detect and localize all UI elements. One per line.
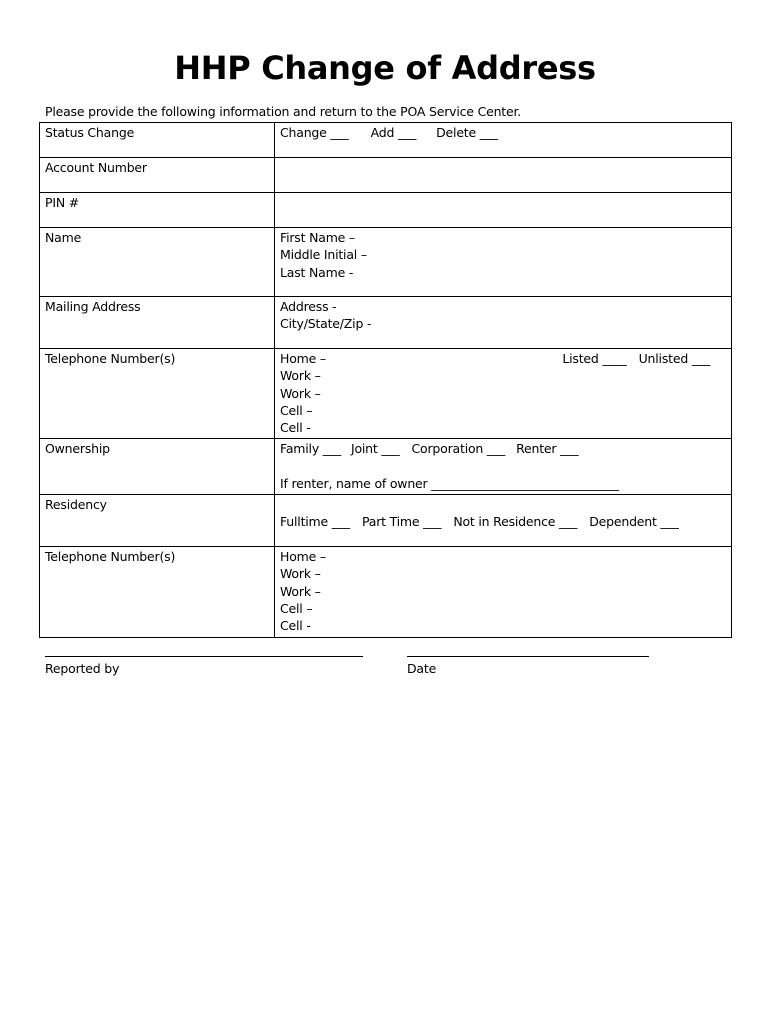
instructions-text: Please provide the following information and return to the POA Service Center. [45, 104, 522, 119]
residency-options-line [280, 513, 726, 530]
table-row [40, 547, 732, 637]
home-phone-label: Home – [280, 351, 326, 366]
date-signature-line[interactable] [407, 656, 649, 657]
telephone-numbers-field[interactable] [275, 547, 732, 637]
name-field[interactable] [275, 228, 732, 297]
reported-by-signature-line[interactable] [45, 656, 363, 657]
status-delete-option[interactable]: Delete ___ [436, 125, 498, 140]
cell-phone-line: Cell – [280, 600, 313, 616]
table-row [40, 228, 732, 297]
work-phone-line: Work – [280, 368, 321, 384]
address-line: Address - [280, 299, 337, 314]
telephone-numbers-field[interactable] [275, 349, 732, 439]
name-label: Name [40, 228, 275, 297]
table-row [40, 123, 732, 158]
listed-option[interactable]: Listed ____ [562, 351, 627, 366]
mailing-address-field[interactable] [275, 297, 732, 349]
renter-option[interactable]: Renter ___ [516, 441, 579, 457]
telephone-numbers-label: Telephone Number(s) [40, 349, 275, 439]
table-row [40, 495, 732, 547]
cell-phone-line: Cell – [280, 402, 313, 418]
account-number-label: Account Number [40, 158, 275, 193]
status-change-option[interactable]: Change ___ [280, 125, 349, 140]
home-phone-line [280, 350, 726, 367]
status-change-label: Status Change [40, 123, 275, 158]
work-phone-line: Work – [280, 385, 321, 401]
owner-name-line[interactable]: If renter, name of owner _______________________________ [280, 475, 619, 491]
pin-field[interactable] [275, 193, 732, 228]
ownership-options-line [280, 440, 726, 457]
date-label: Date [407, 661, 437, 676]
telephone-numbers-label: Telephone Number(s) [40, 547, 275, 637]
account-number-field[interactable] [275, 158, 732, 193]
dependent-option[interactable]: Dependent ___ [589, 514, 679, 530]
corporation-option[interactable]: Corporation ___ [411, 441, 506, 457]
cell-phone-line: Cell - [280, 420, 311, 436]
middle-initial-line: Middle Initial – [280, 247, 367, 263]
fulltime-option[interactable]: Fulltime ___ [280, 514, 350, 530]
home-phone-line: Home – [280, 549, 326, 565]
last-name-line: Last Name - [280, 264, 354, 280]
reported-by-label: Reported by [45, 661, 120, 676]
ownership-label: Ownership [40, 439, 275, 495]
part-time-option[interactable]: Part Time ___ [361, 514, 442, 530]
table-row [40, 158, 732, 193]
table-row [40, 439, 732, 495]
pin-label: PIN # [40, 193, 275, 228]
joint-option[interactable]: Joint ___ [350, 441, 400, 457]
work-phone-line: Work – [280, 566, 321, 582]
unlisted-option[interactable]: Unlisted ___ [638, 351, 710, 366]
ownership-field [275, 439, 732, 495]
status-add-option[interactable]: Add ___ [370, 125, 417, 140]
work-phone-line: Work – [280, 583, 321, 599]
family-option[interactable]: Family ___ [280, 441, 341, 457]
city-state-zip-line: City/State/Zip - [280, 316, 372, 332]
table-row [40, 193, 732, 228]
page-title: HHP Change of Address [174, 49, 596, 87]
not-in-residence-option[interactable]: Not in Residence ___ [453, 514, 578, 530]
residency-label: Residency [40, 495, 275, 547]
status-change-options [275, 123, 732, 158]
mailing-address-label: Mailing Address [40, 297, 275, 349]
table-row [40, 297, 732, 349]
residency-field [275, 495, 732, 547]
table-row [40, 349, 732, 439]
first-name-line: First Name – [280, 230, 355, 245]
cell-phone-line: Cell - [280, 618, 311, 634]
address-form-table [39, 122, 732, 638]
